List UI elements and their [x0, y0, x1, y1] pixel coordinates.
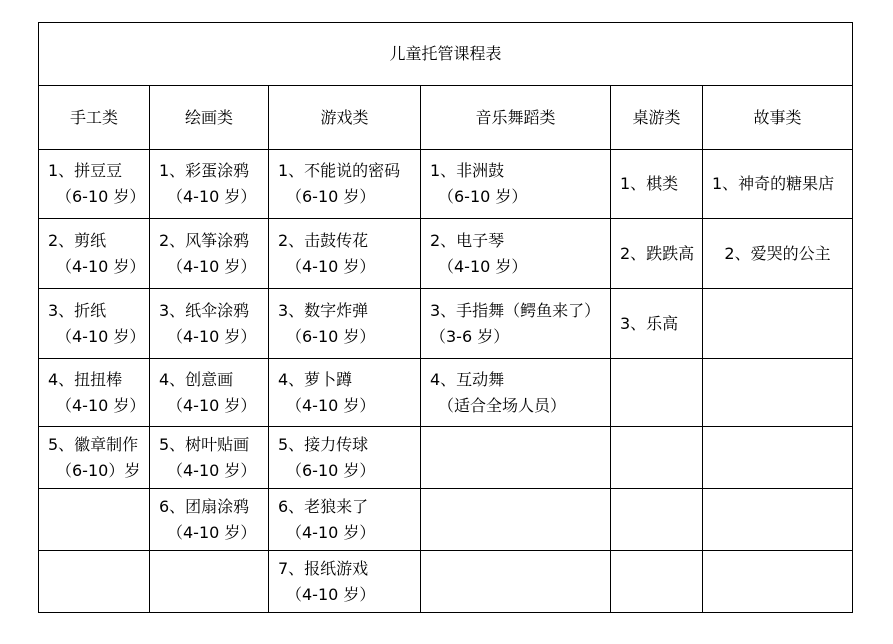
table-row [39, 289, 853, 359]
cell-boardgame: 2、跌跌高 [611, 219, 703, 289]
cell-drawing [150, 359, 269, 427]
cell-boardgame: 3、乐高 [611, 289, 703, 359]
cell-music [421, 219, 611, 289]
course-name: 3、纸伞涂鸦 [159, 300, 250, 320]
course-age: （4-10 岁） [167, 187, 257, 206]
cell-boardgame: 1、棋类 [611, 150, 703, 219]
cell-game [269, 150, 421, 219]
course-age: （4-10 岁） [286, 395, 376, 415]
course-age: （4-10 岁） [167, 326, 257, 346]
cell-story [703, 359, 853, 427]
table-row [39, 427, 853, 489]
cell-music [421, 427, 611, 489]
table-row [39, 551, 853, 613]
course-name: 6、团扇涂鸦 [159, 496, 250, 516]
cell-boardgame [611, 359, 703, 427]
cell-handcraft [39, 219, 150, 289]
course-age: （4-10 岁） [286, 584, 376, 604]
cell-drawing [150, 427, 269, 489]
cell-story [703, 289, 853, 359]
course-name: 4、萝卜蹲 [278, 369, 353, 389]
course-name: 1、彩蛋涂鸦 [159, 161, 250, 180]
cell-story: 1、神奇的糖果店 [703, 150, 853, 219]
course-name: 4、互动舞 [430, 369, 505, 389]
course-name: 1、非洲鼓 [430, 161, 505, 180]
course-name: 6、老狼来了 [278, 496, 369, 516]
course-age: （4-10 岁） [286, 256, 376, 276]
cell-music [421, 150, 611, 219]
header-story: 故事类 [703, 86, 853, 150]
cell-drawing [150, 289, 269, 359]
cell-story [703, 427, 853, 489]
cell-game [269, 359, 421, 427]
cell-story [703, 489, 853, 551]
cell-music [421, 289, 611, 359]
cell-music [421, 551, 611, 613]
course-age: （4-10 岁） [167, 395, 257, 415]
course-age: （4-10 岁） [167, 522, 257, 542]
header-row [39, 86, 853, 150]
course-age: （4-10 岁） [56, 256, 146, 276]
cell-boardgame [611, 427, 703, 489]
course-name: 1、不能说的密码 [278, 161, 401, 180]
course-name: 5、徽章制作 [48, 434, 139, 454]
course-age: （6-10 岁） [438, 187, 528, 206]
header-handcraft: 手工类 [39, 86, 150, 150]
cell-drawing [150, 489, 269, 551]
table-title: 儿童托管课程表 [39, 23, 853, 86]
table-row [39, 359, 853, 427]
cell-game [269, 427, 421, 489]
course-name: 5、树叶贴画 [159, 434, 250, 454]
course-name: 3、折纸 [48, 300, 107, 320]
course-age: （4-10 岁） [286, 522, 376, 542]
course-name: 7、报纸游戏 [278, 558, 369, 578]
course-age: （4-10 岁） [438, 256, 528, 276]
course-age: （6-10 岁） [286, 187, 376, 206]
cell-game [269, 289, 421, 359]
course-name: 2、风筝涂鸦 [159, 230, 250, 250]
cell-game [269, 489, 421, 551]
cell-handcraft [39, 489, 150, 551]
course-name: 3、手指舞（鳄鱼来了） [430, 300, 601, 320]
cell-handcraft [39, 150, 150, 219]
title-row [39, 23, 853, 86]
cell-story [703, 551, 853, 613]
course-age: （4-10 岁） [167, 460, 257, 480]
course-age: （4-10 岁） [56, 395, 146, 415]
course-age: （6-10 岁） [286, 460, 376, 480]
cell-drawing [150, 551, 269, 613]
course-name: 1、拼豆豆 [48, 161, 123, 180]
cell-handcraft [39, 551, 150, 613]
header-boardgame: 桌游类 [611, 86, 703, 150]
course-name: 2、剪纸 [48, 230, 107, 250]
cell-boardgame [611, 489, 703, 551]
header-game: 游戏类 [269, 86, 421, 150]
table-row [39, 150, 853, 219]
cell-drawing [150, 219, 269, 289]
course-name: 4、创意画 [159, 369, 234, 389]
course-name: 2、电子琴 [430, 230, 505, 250]
course-schedule-table [38, 22, 853, 613]
course-age: （6-10 岁） [56, 187, 146, 206]
cell-boardgame [611, 551, 703, 613]
cell-story: 2、爱哭的公主 [703, 219, 853, 289]
course-name: 3、数字炸弹 [278, 300, 369, 320]
course-age: （4-10 岁） [56, 326, 146, 346]
cell-drawing [150, 150, 269, 219]
cell-game [269, 551, 421, 613]
table-row [39, 489, 853, 551]
header-drawing: 绘画类 [150, 86, 269, 150]
cell-game [269, 219, 421, 289]
course-name: 5、接力传球 [278, 434, 369, 454]
course-age: （适合全场人员） [438, 395, 567, 415]
cell-music [421, 489, 611, 551]
cell-handcraft [39, 427, 150, 489]
course-age: （6-10 岁） [286, 326, 376, 346]
course-age: （4-10 岁） [167, 256, 257, 276]
cell-music [421, 359, 611, 427]
header-music-dance: 音乐舞蹈类 [421, 86, 611, 150]
course-age: （3-6 岁） [430, 326, 510, 346]
course-name: 4、扭扭棒 [48, 369, 123, 389]
cell-handcraft [39, 289, 150, 359]
cell-handcraft [39, 359, 150, 427]
course-age: （6-10）岁 [56, 460, 141, 480]
course-name: 2、击鼓传花 [278, 230, 369, 250]
table-row [39, 219, 853, 289]
